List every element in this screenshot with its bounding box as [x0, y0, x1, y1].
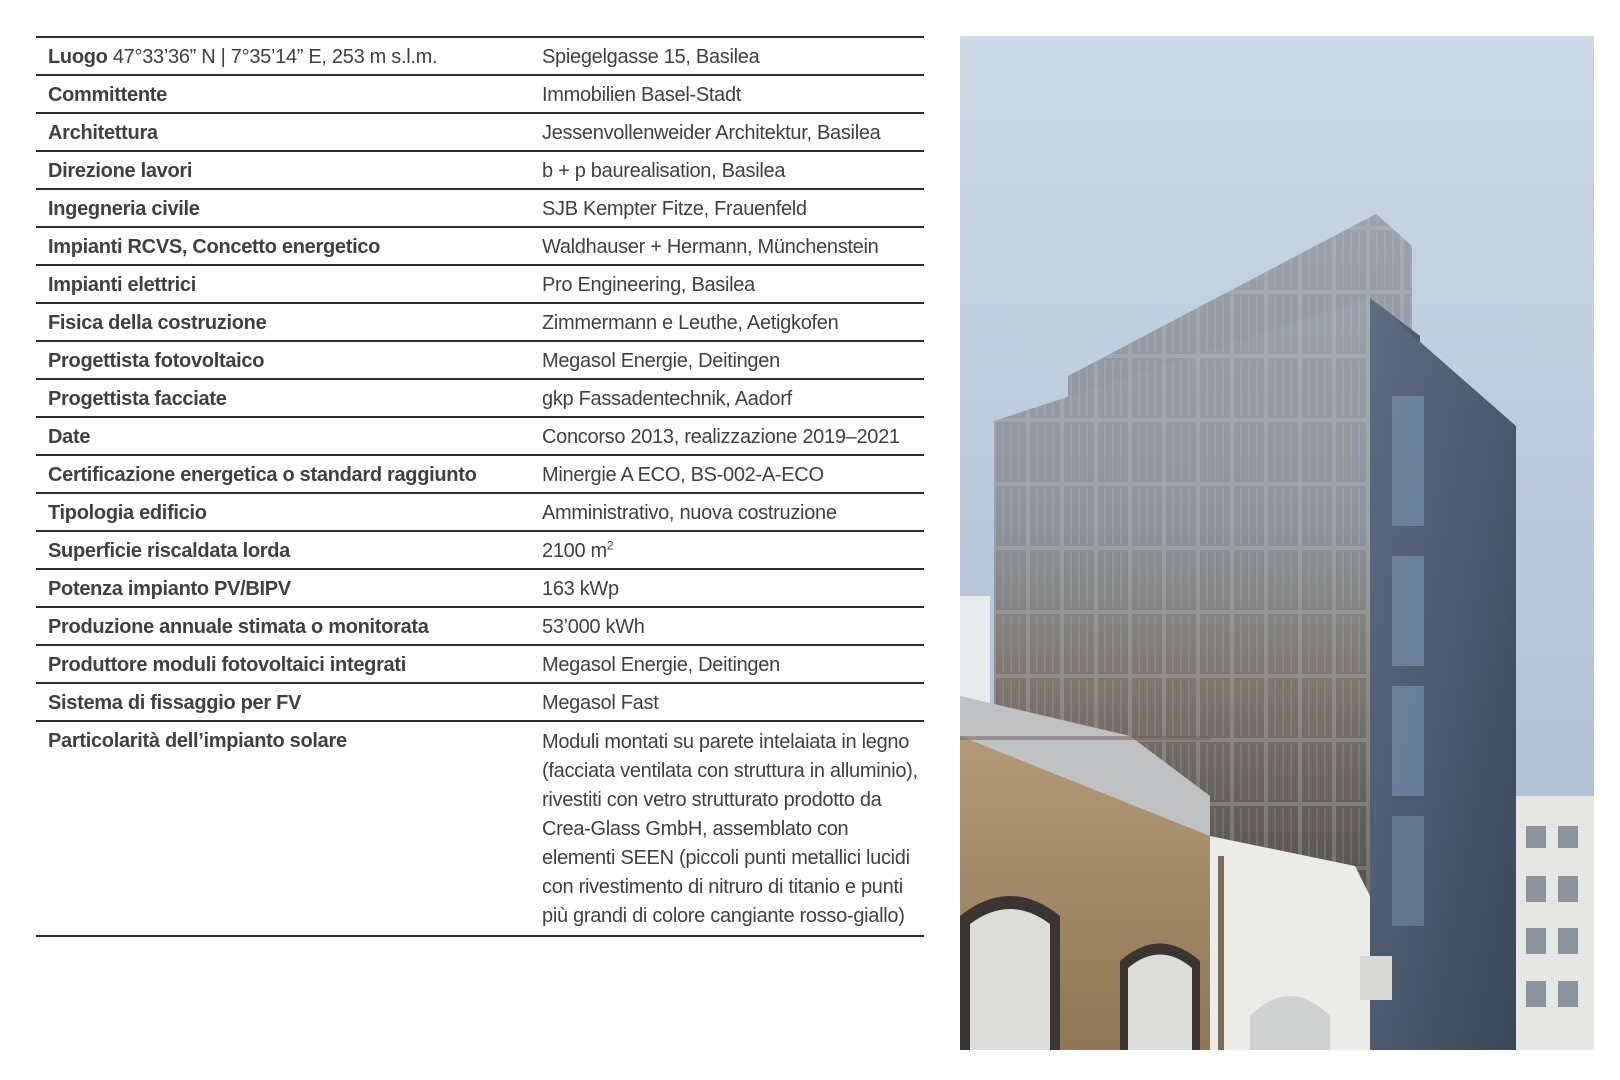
- row-label: Fisica della costruzione: [48, 312, 267, 334]
- building-photo-icon: [960, 36, 1594, 1050]
- table-row: [36, 76, 924, 114]
- row-value: 2100 $m^2$: [542, 538, 614, 562]
- table-row: [36, 190, 924, 228]
- row-value: Spiegelgasse 15, Basilea: [542, 46, 760, 68]
- table-row-location: [36, 38, 924, 76]
- project-data-table: [36, 36, 924, 937]
- row-label: Potenza impianto PV/BIPV: [48, 578, 291, 600]
- table-row: [36, 570, 924, 608]
- table-row: [36, 228, 924, 266]
- row-label: Direzione lavori: [48, 160, 193, 182]
- table-row: [36, 304, 924, 342]
- row-label: Ingegneria civile: [48, 198, 200, 220]
- table-row: [36, 342, 924, 380]
- table-row: [36, 152, 924, 190]
- table-row: [36, 646, 924, 684]
- row-value: Megasol Energie, Deitingen: [542, 350, 780, 372]
- row-value: 53’000 kWh: [542, 616, 645, 638]
- row-value: b + p baurealisation, Basilea: [542, 160, 786, 182]
- row-label: Particolarità dell’impianto solare: [48, 730, 347, 752]
- row-value: SJB Kempter Fitze, Frauenfeld: [542, 198, 807, 220]
- table-row: [36, 684, 924, 722]
- row-value: Minergie A ECO, BS-002-A-ECO: [542, 464, 824, 486]
- table-row: [36, 494, 924, 532]
- row-value: Megasol Energie, Deitingen: [542, 654, 780, 676]
- row-label: Progettista fotovoltaico: [48, 350, 265, 372]
- row-value: Concorso 2013, realizzazione 2019–2021: [542, 426, 900, 448]
- row-label: Committente: [48, 84, 167, 106]
- row-label: Architettura: [48, 122, 158, 144]
- row-label: Date: [48, 426, 91, 448]
- row-label: Superficie riscaldata lorda: [48, 540, 290, 562]
- row-value: Jessenvollenweider Architektur, Basilea: [542, 122, 881, 144]
- row-value: Amministrativo, nuova costruzione: [542, 502, 837, 524]
- row-label: Produzione annuale stimata o monitorata: [48, 616, 429, 638]
- table-row: [36, 114, 924, 152]
- row-label: Produttore moduli fotovoltaici integrati: [48, 654, 407, 676]
- row-label: Luogo 47°33’36” N | 7°35’14” E, 253 m s.l.m.: [48, 46, 438, 68]
- row-value: 163 kWp: [542, 578, 619, 600]
- table-row: [36, 722, 924, 937]
- row-label: Impianti elettrici: [48, 274, 196, 296]
- row-value: Immobilien Basel-Stadt: [542, 84, 742, 106]
- table-row: [36, 266, 924, 304]
- row-label: Certificazione energetica o standard raggiunto: [48, 464, 477, 486]
- row-value: Megasol Fast: [542, 692, 659, 714]
- table-row: [36, 608, 924, 646]
- row-value: Zimmermann e Leuthe, Aetigkofen: [542, 312, 839, 334]
- row-label: Progettista facciate: [48, 388, 227, 410]
- table-row: [36, 456, 924, 494]
- row-label: Sistema di fissaggio per FV: [48, 692, 302, 714]
- table-row: [36, 380, 924, 418]
- table-row: [36, 418, 924, 456]
- table-row: [36, 532, 924, 570]
- row-value: Moduli montati su parete intelaiata in legno (facciata ventilata con struttura in alluminio), rivestiti con vetro strutturato prodotto da Crea-Glass GmbH, assemblato con elementi SEEN (piccoli punti metallici lucidi con rivestimento di nitruro di titanio e punti più grandi di colore cangiante rosso-giallo): [542, 731, 918, 927]
- row-label: Impianti RCVS, Concetto energetico: [48, 236, 381, 258]
- row-value: gkp Fassadentechnik, Aadorf: [542, 388, 792, 410]
- row-label: Tipologia edificio: [48, 502, 207, 524]
- row-value: Pro Engineering, Basilea: [542, 274, 755, 296]
- row-value: Waldhauser + Hermann, Münchenstein: [542, 236, 879, 258]
